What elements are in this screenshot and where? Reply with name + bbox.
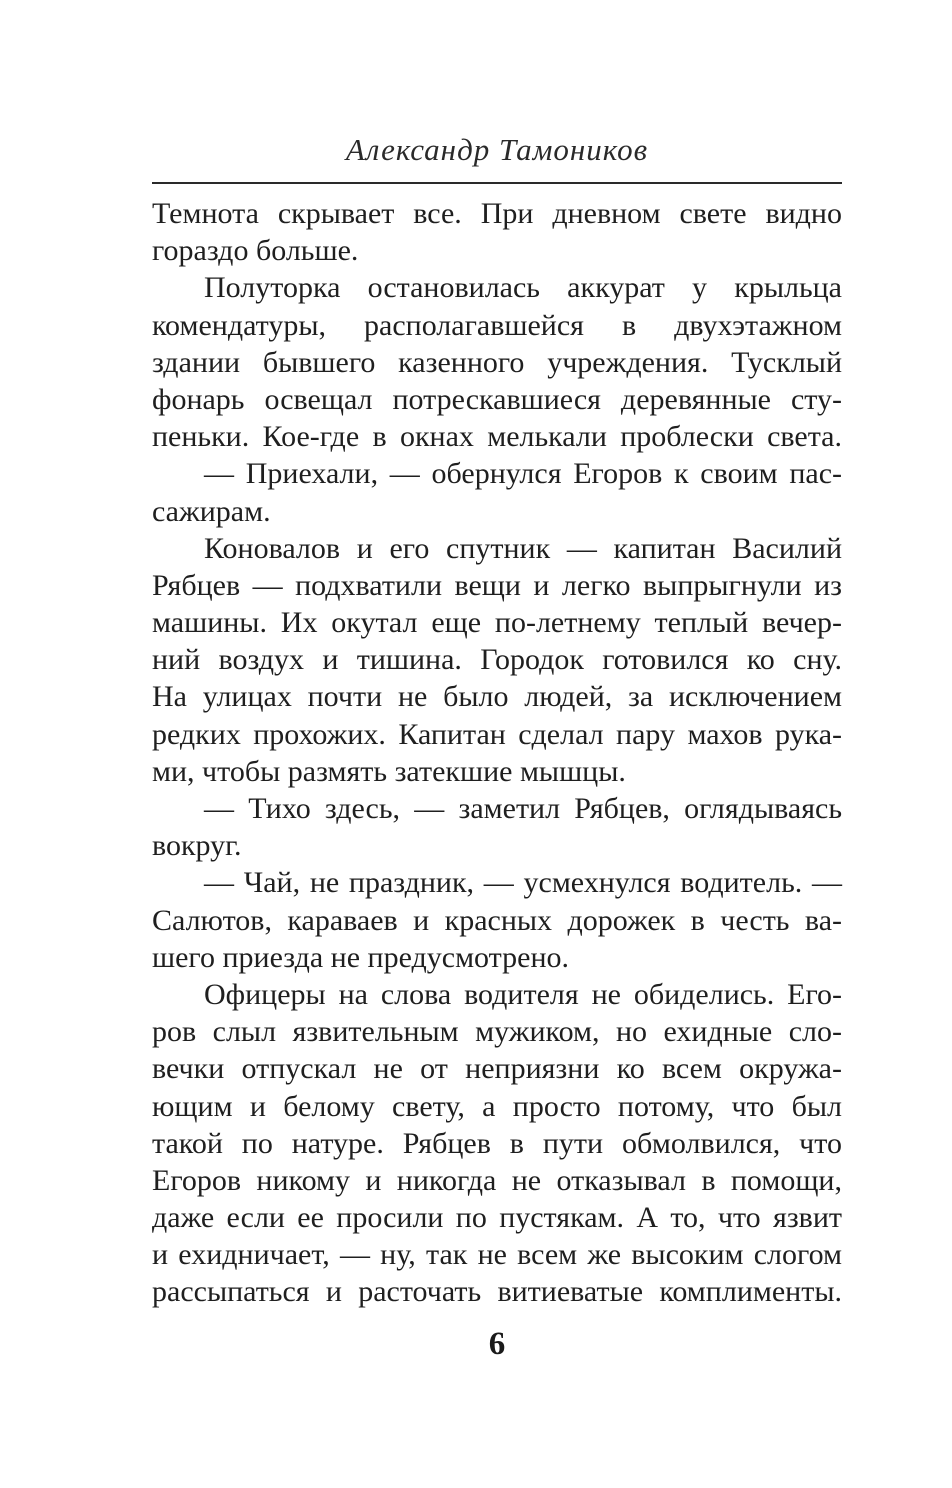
paragraph <box>152 269 842 455</box>
text-line: и ехидничает, — ну, так не всем же высоким слогом <box>152 1238 842 1272</box>
text-line: Салютов, караваев и красных дорожек в честь ва- <box>152 903 842 937</box>
paragraph <box>152 976 842 1311</box>
text-line: пеньки. Кое-где в окнах мелькали проблески света. <box>152 420 842 454</box>
paragraph <box>152 790 842 864</box>
text-line: — Тихо здесь, — заметил Рябцев, оглядываясь <box>204 792 842 825</box>
text-line: Егоров никому и никогда не отказывал в помощи, <box>152 1163 842 1197</box>
text-line: Коновалов и его спутник — капитан Василий <box>204 531 842 565</box>
text-line: рассыпаться и расточать витиеватые комплименты. <box>152 1275 842 1309</box>
text-line: Рябцев — подхватили вещи и легко выпрыгнули из <box>152 568 842 602</box>
text-line: ющим и белому свету, а просто потому, что был <box>152 1089 842 1123</box>
text-line: — Приехали, — обернулся Егоров к своим пас- <box>204 457 842 491</box>
running-head-author: Александр Тамоников <box>345 132 649 167</box>
paragraph <box>152 455 842 529</box>
text-line: сажирам. <box>152 494 271 528</box>
text-line: вокруг. <box>152 829 242 863</box>
page-number: 6 <box>488 1326 506 1362</box>
text-line: такой по натуре. Рябцев в пути обмолвился, что <box>152 1126 842 1160</box>
text-line: редких прохожих. Капитан сделал пару махов рука- <box>152 717 842 751</box>
text-line: ний воздух и тишина. Городок готовился ко сну. <box>152 643 842 677</box>
text-line: Полуторка остановилась аккурат у крыльца <box>204 271 842 305</box>
text-line: — Чай, не праздник, — усмехнулся водитель. — <box>204 866 842 900</box>
text-line: здании бывшего казенного учреждения. Тусклый <box>152 345 842 379</box>
text-line: На улицах почти не было людей, за исключением <box>152 680 842 714</box>
text-line: комендатуры, располагавшейся в двухэтажном <box>152 308 842 342</box>
text-line: ров слыл язвительным мужиком, но ехидные сло- <box>152 1015 842 1049</box>
text-line: фонарь освещал потрескавшиеся деревянные сту- <box>152 382 842 416</box>
text-line: Темнота скрывает все. При дневном свете видно <box>152 197 842 230</box>
text-line: вечки отпускал не от неприязни ко всем окружа- <box>152 1052 842 1086</box>
text-line: Офицеры на слова водителя не обиделись. Его- <box>204 977 842 1011</box>
paragraph <box>152 195 842 269</box>
text-line: машины. Их окутал еще по-летнему теплый вечер- <box>152 606 842 640</box>
body-text <box>152 195 842 1311</box>
text-line: ми, чтобы размять затекшие мышцы. <box>152 754 626 788</box>
text-line: шего приезда не предусмотрено. <box>152 940 570 974</box>
text-line: гораздо больше. <box>152 234 359 268</box>
text-line: даже если ее просили по пустякам. А то, что язвит <box>152 1201 842 1235</box>
paragraph <box>152 530 842 790</box>
paragraph <box>152 864 842 976</box>
header-rule <box>152 182 842 184</box>
